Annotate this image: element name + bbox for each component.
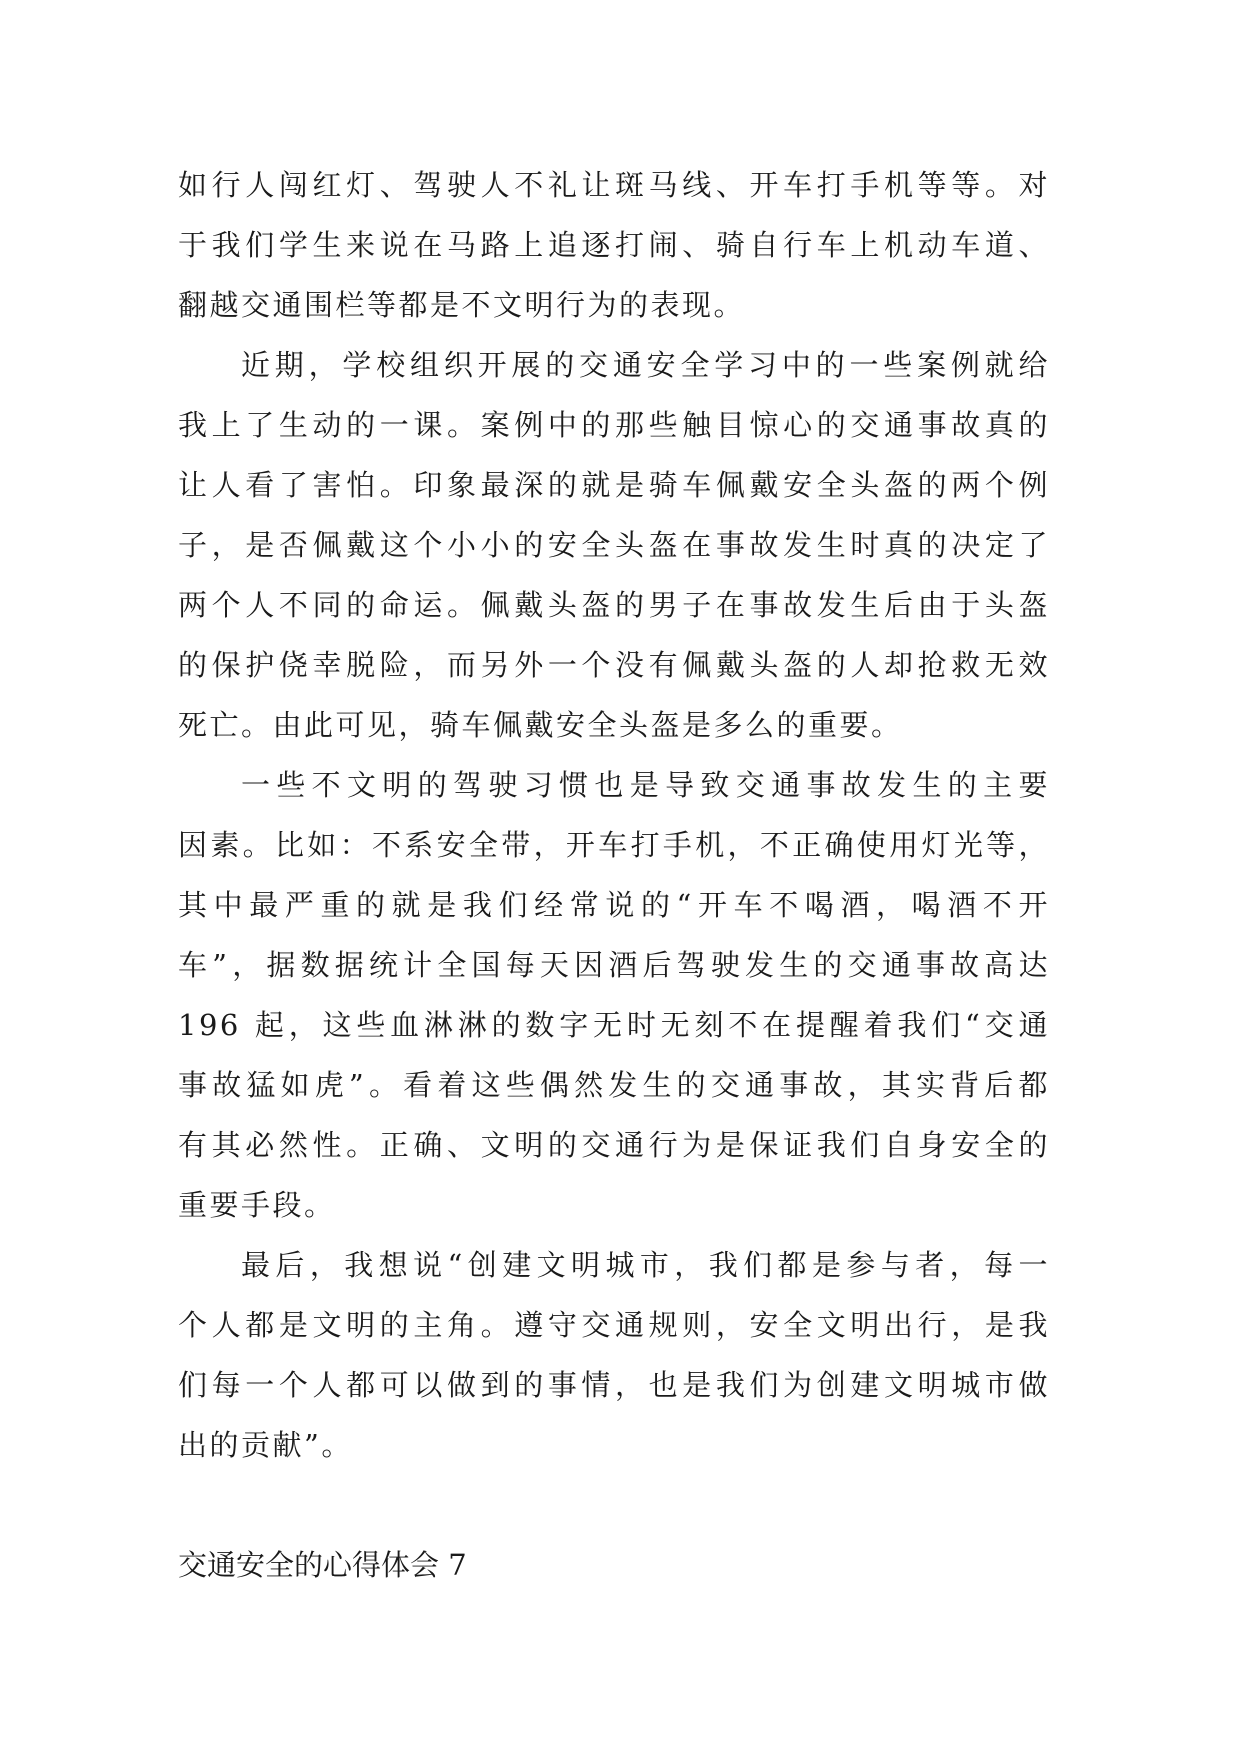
- text-line: 车”，据数据统计全国每天因酒后驾驶发生的交通事故高达: [178, 948, 1050, 982]
- text-line: 最后，我想说“创建文明城市，我们都是参与者，每一: [241, 1248, 1050, 1282]
- text-line: 死亡。由此可见，骑车佩戴安全头盔是多么的重要。: [178, 708, 903, 742]
- text-line: 的保护侥幸脱险，而另外一个没有佩戴头盔的人却抢救无效: [178, 648, 1050, 682]
- text-line: 于我们学生来说在马路上追逐打闹、骑自行车上机动车道、: [178, 228, 1050, 262]
- text-line: 一些不文明的驾驶习惯也是导致交通事故发生的主要: [241, 768, 1050, 802]
- text-line: 让人看了害怕。印象最深的就是骑车佩戴安全头盔的两个例: [178, 468, 1050, 502]
- text-line: 重要手段。: [178, 1188, 336, 1222]
- text-line: 因素。比如：不系安全带，开车打手机，不正确使用灯光等，: [178, 828, 1050, 862]
- text-line: 如行人闯红灯、驾驶人不礼让斑马线、开车打手机等等。对: [178, 168, 1050, 202]
- text-line: 我上了生动的一课。案例中的那些触目惊心的交通事故真的: [178, 408, 1050, 442]
- body-text: [178, 155, 1050, 1595]
- paragraph-4: [178, 1235, 1050, 1475]
- text-line: 两个人不同的命运。佩戴头盔的男子在事故发生后由于头盔: [178, 588, 1050, 622]
- text-line: 个人都是文明的主角。遵守交通规则，安全文明出行，是我: [178, 1308, 1050, 1342]
- text-line: 子，是否佩戴这个小小的安全头盔在事故发生时真的决定了: [178, 528, 1050, 562]
- text-line: 196 起，这些血淋淋的数字无时无刻不在提醒着我们“交通: [178, 1008, 1050, 1042]
- text-line: 有其必然性。正确、文明的交通行为是保证我们自身安全的: [178, 1128, 1050, 1162]
- paragraph-2: [178, 335, 1050, 755]
- section-heading: 交通安全的心得体会 7: [178, 1548, 467, 1582]
- text-line: 们每一个人都可以做到的事情，也是我们为创建文明城市做: [178, 1368, 1050, 1402]
- text-line: 出的贡献”。: [178, 1428, 353, 1462]
- text-line: 近期，学校组织开展的交通安全学习中的一些案例就给: [241, 348, 1050, 382]
- paragraph-3: [178, 755, 1050, 1235]
- text-line: 其中最严重的就是我们经常说的“开车不喝酒，喝酒不开: [178, 888, 1050, 922]
- paragraph-1: [178, 155, 1050, 335]
- text-line: 事故猛如虎”。看着这些偶然发生的交通事故，其实背后都: [178, 1068, 1050, 1102]
- text-line: 翻越交通围栏等都是不文明行为的表现。: [178, 288, 746, 322]
